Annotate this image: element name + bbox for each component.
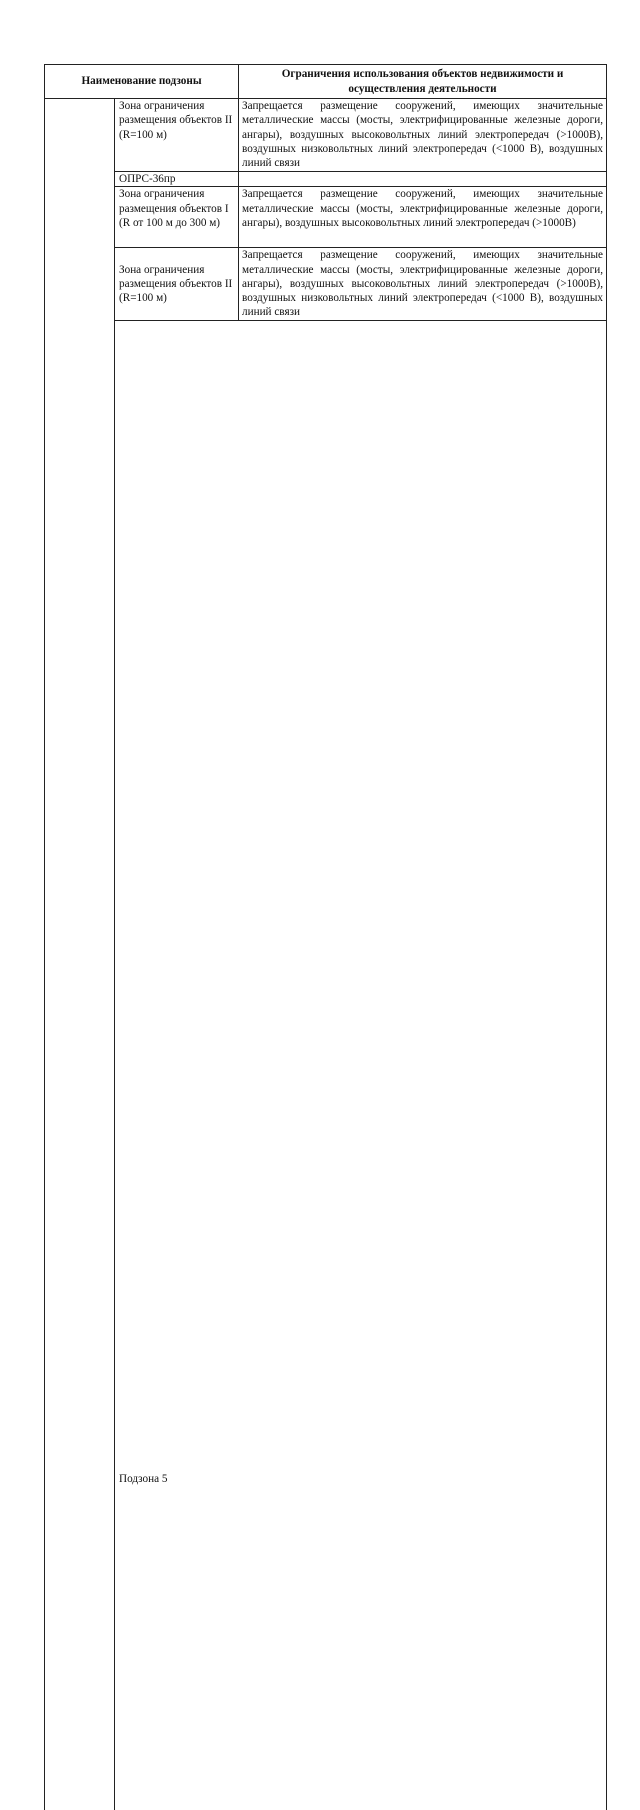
subzone-name: Подзона 5	[115, 321, 607, 1810]
zone-restriction-text: Запрещается размещение сооружений, имеющих значительные металлические массы (мосты, электрифицированные железные дороги, ангары), воздушных высоковольтных линий электропередач (>1000В), воздушных низковольтных линий электропередач (<1000 В), воздушных линий связи	[239, 99, 607, 172]
restrictions-table	[44, 64, 607, 1810]
table-row	[45, 99, 607, 172]
zone-restriction-text: Запрещается размещение сооружений, имеющих значительные металлические массы (мосты, электрифицированные железные дороги, ангары), воздушных высоковольтных линий электропередач (>1000В)	[239, 187, 607, 248]
zone-name: Зона ограничения размещения объектов II (R=100 м)	[115, 248, 239, 321]
header-restrictions: Ограничения использования объектов недвижимости и осуществления деятельности	[239, 65, 607, 99]
zone-name: Зона ограничения размещения объектов II (R=100 м)	[115, 99, 239, 172]
table-header-row	[45, 65, 607, 99]
table-row-subzone-5	[45, 321, 607, 1810]
table-row	[45, 248, 607, 321]
table-row	[45, 187, 607, 248]
zone-name: Зона ограничения размещения объектов I (R от 100 м до 300 м)	[115, 187, 239, 248]
empty-group-cell	[45, 99, 115, 1810]
zone-name: ОПРС-36пр	[115, 172, 239, 187]
table-row	[45, 172, 607, 187]
zone-restriction-text	[239, 172, 607, 187]
zone-restriction-text: Запрещается размещение сооружений, имеющих значительные металлические массы (мосты, электрифицированные железные дороги, ангары), воздушных высоковольтных линий электропередач (>1000В), воздушных низковольтных линий электропередач (<1000 В), воздушных линий связи	[239, 248, 607, 321]
header-subzone-name: Наименование подзоны	[45, 65, 239, 99]
